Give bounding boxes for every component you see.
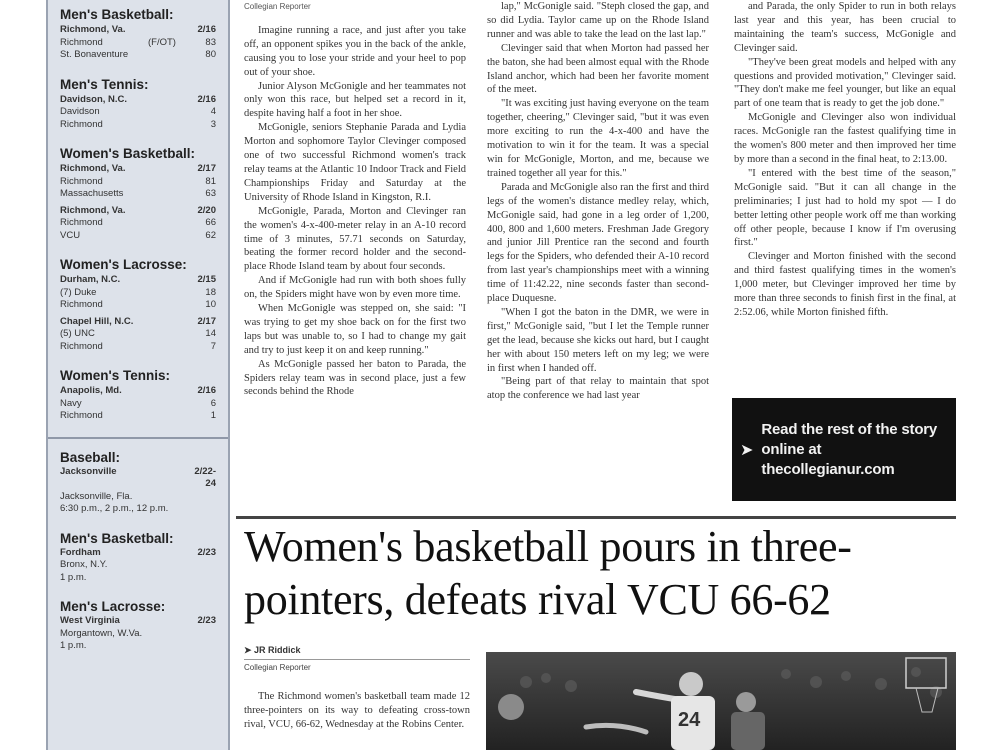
article-headline <box>244 520 954 626</box>
game-location: Chapel Hill, N.C. <box>60 315 134 327</box>
game-header <box>60 205 216 218</box>
game-location: Richmond, Va. <box>60 204 126 216</box>
team-score: 83 <box>205 36 216 48</box>
result-section <box>60 367 216 423</box>
byline <box>244 645 470 672</box>
opponent-name: Fordham <box>60 546 101 558</box>
game-result <box>60 385 216 423</box>
game-date: 2/16 <box>197 93 216 105</box>
opponent-name: Jacksonville <box>60 465 117 477</box>
sport-heading: Women's Basketball: <box>60 146 195 161</box>
article-paragraph: When McGonigle was stepped on, she said: "I was trying to get my shoe back on for the first two laps but was unable to, so I had to change my gait and try to just keep it on and keep running." <box>244 303 466 356</box>
sport-heading: Women's Tennis: <box>60 368 170 383</box>
headline-line-1: Women's basketball pours in three- <box>244 522 852 571</box>
article-lead: The Richmond women's basketball team made 12 three-pointers on its way to defeating cross-town rival, VCU, 66-62, Wednesday at the Robins Center. <box>244 691 470 730</box>
team-score: 3 <box>210 118 216 130</box>
column-1-body <box>244 24 466 399</box>
team-name: St. Bonaventure <box>60 49 129 60</box>
schedule-list <box>60 449 216 653</box>
article-paragraph: McGonigle, seniors Stephanie Parada and Lydia Morton and sophomore Taylor Clevinger composed one of two successful Richmond women's track relay teams at the Atlantic 10 Indoor Track and Field Championships Friday and Saturday at the University of Rhode Island in Kingston, R.I. <box>244 122 466 203</box>
game-note <box>148 398 188 411</box>
score-row <box>60 230 216 243</box>
article-paragraph: and Parada, the only Spider to run in both relays last year and this year, has been crucial to maintaining the team's success, McGonigle and Clevinger said. <box>734 1 956 54</box>
schedule-header <box>60 547 216 560</box>
schedule-header <box>60 615 216 628</box>
game-note <box>148 176 188 189</box>
article-paragraph: Junior Alyson McGonigle and her teammates not only won this race, but helped set a record in it, despite having half a foot in her shoe. <box>244 80 466 120</box>
track-article <box>244 0 956 508</box>
basketball-photo <box>486 652 956 750</box>
promo-text <box>761 420 956 480</box>
schedule-section <box>60 449 216 516</box>
article-paragraph: McGonigle and Clevinger also won individual races. McGonigle ran the fastest qualifying time in the women's 800 meter and then improved her time by more than a second in the final heat, to 2:13.00. <box>734 112 956 165</box>
schedule-section <box>60 598 216 653</box>
article-column-2 <box>487 0 709 502</box>
game-result <box>60 163 216 201</box>
game-date: 2/20 <box>197 204 216 216</box>
byline-role: Collegian Reporter <box>244 663 311 672</box>
article-paragraph: Parada and McGonigle also ran the first and third legs of the women's distance medley relay, which, McGonigle said, had gone in a leg order of 1,200, 400, 800 and 1,600 meters. Freshman Jade Gregory and junior Jill Prentice ran the second and fourth legs for the Spiders, who defended their A-10 record from last year's championships meet with a winning time of 11:42.22, nine seconds faster than second-place Duquesne. <box>487 181 709 305</box>
score-row <box>60 217 216 230</box>
game-result <box>60 94 216 132</box>
schedule-detail: Jacksonville, Fla. <box>60 490 133 502</box>
scoreboard-sidebar <box>46 0 230 750</box>
article-paragraph: As McGonigle passed her baton to Parada, the Spiders relay team was in second place, just a few seconds behind the Rhode <box>244 358 466 398</box>
game-note <box>148 188 188 201</box>
game-note <box>148 106 188 119</box>
game-result <box>60 24 216 62</box>
score-row <box>60 176 216 189</box>
game-note <box>148 299 188 312</box>
article-paragraph: "It was exciting just having everyone on the team together, cheering," Clevinger said, "but it was even more exciting to run the 4-x-400 and have the motivation to win it for the team. It was a special win for McGonigle, Morton, and me, because we trained together all year for this." <box>487 98 709 179</box>
article-column-1 <box>244 0 466 502</box>
article-paragraph: lap," McGonigle said. "Steph closed the gap, and so did Lydia. Taylor came up on the Rhode Island runner and was able to take the lead on the last lap." <box>487 1 709 40</box>
column-2-body <box>487 0 709 403</box>
game-note: (F/OT) <box>148 36 176 48</box>
team-score: 18 <box>205 286 216 298</box>
score-row <box>60 188 216 201</box>
game-header <box>60 385 216 398</box>
article-paragraph: McGonigle, Parada, Morton and Clevinger ran the women's 4-x-400-meter relay in an A-10 record time of 3 minutes, 57.71 seconds on Saturday, beating the former record holder and the second-place Rhode Island team by about four seconds. <box>244 205 466 273</box>
game-note <box>148 341 188 354</box>
game-date: 2/16 <box>197 24 216 35</box>
game-date: 2/17 <box>197 163 216 174</box>
article-paragraph: Clevinger said that when Morton had passed her the baton, she had been almost equal with the Rhode Island anchor, which had been her favorite moment of the meet. <box>487 42 709 96</box>
schedule-date: 2/22-24 <box>194 465 216 489</box>
game-note <box>148 230 188 243</box>
game-location: Richmond, Va. <box>60 24 126 35</box>
jersey-number: 24 <box>678 709 701 731</box>
game-date: 2/17 <box>197 315 216 327</box>
game-location: Durham, N.C. <box>60 274 121 285</box>
score-row <box>60 299 216 312</box>
game-date: 2/16 <box>197 385 216 396</box>
game-location: Anapolis, Md. <box>60 385 122 396</box>
opponent-name: West Virginia <box>60 615 120 626</box>
score-row <box>60 119 216 132</box>
article-paragraph: "They've been great models and helped with any questions and provided motivation," Clevinger said. "They don't make me feel younger, but like an equal part of one team that is ready to get the job done." <box>734 56 956 110</box>
team-name: (7) Duke <box>60 286 97 298</box>
score-row <box>60 37 216 50</box>
game-result <box>60 274 216 312</box>
game-date: 2/15 <box>197 274 216 285</box>
score-row <box>60 49 216 62</box>
game-note <box>148 410 188 423</box>
byline-role: Collegian Reporter <box>244 2 311 11</box>
schedule-detail: Bronx, N.Y. <box>60 559 108 570</box>
basketball-icon <box>498 694 524 720</box>
game-result <box>60 205 216 243</box>
team-name: Richmond <box>60 340 103 352</box>
schedule-date: 2/23 <box>197 546 216 558</box>
schedule-date: 2/23 <box>197 615 216 626</box>
byline-name: ➤ JR Riddick <box>244 645 301 655</box>
photo-illustration <box>486 652 956 750</box>
team-name: Davidson <box>60 106 100 117</box>
sidebar-divider <box>48 437 228 439</box>
score-row <box>60 398 216 411</box>
game-note <box>148 328 188 341</box>
schedule-header <box>60 466 216 491</box>
score-row <box>60 106 216 119</box>
schedule-section <box>60 530 216 585</box>
result-section <box>60 76 216 132</box>
game-note <box>148 119 188 132</box>
team-score: 80 <box>205 49 216 60</box>
team-name: Richmond <box>60 118 103 130</box>
game-note <box>148 49 188 62</box>
section-rule <box>236 516 956 519</box>
team-name: Richmond <box>60 410 103 421</box>
score-row <box>60 287 216 300</box>
game-result <box>60 316 216 354</box>
article-paragraph: "Being part of that relay to maintain that spot atop the conference we had last year <box>487 376 709 402</box>
team-name: Massachusetts <box>60 188 124 199</box>
schedule-detail: 6:30 p.m., 2 p.m., 12 p.m. <box>60 503 169 514</box>
team-score: 63 <box>205 188 216 199</box>
result-section <box>60 145 216 242</box>
score-row <box>60 410 216 423</box>
article-paragraph: "I entered with the best time of the season," McGonigle said. "But it can all change in the preliminaries; I just had to hold my spot — I do better letting other people work off me than working off other people, because I know if I'm overusing first." <box>734 167 956 249</box>
headline-line-2: pointers, defeats rival VCU 66-62 <box>244 575 831 624</box>
score-row <box>60 328 216 341</box>
article-paragraph: Clevinger and Morton finished with the second and third fastest qualifying times in the women's 1,000 meter, but Clevinger improved her time by more than three seconds to finish first in the final, at 2:52.06, while Morton finished fifth. <box>734 251 956 318</box>
game-header <box>60 316 216 329</box>
schedule-detail: Morgantown, W.Va. <box>60 627 143 639</box>
game-note <box>148 217 188 230</box>
team-name: VCU <box>60 229 81 241</box>
article-paragraph: And if McGonigle had run with both shoes fully on, the Spiders might have won by even more time. <box>244 275 466 301</box>
game-location: Richmond, Va. <box>60 163 126 174</box>
article-paragraph: Imagine running a race, and just after you take off, an opponent spikes you in the back of the ankle, causing you to lose your stride and your heel to pop out of your shoe. <box>244 24 466 78</box>
sport-heading: Men's Lacrosse: <box>60 599 166 614</box>
team-score: 81 <box>205 175 216 187</box>
team-name: Richmond <box>60 36 103 48</box>
team-score: 4 <box>210 106 216 117</box>
schedule-detail: 1 p.m. <box>60 571 87 583</box>
team-score: 1 <box>210 410 216 421</box>
sport-heading: Men's Basketball: <box>60 530 174 546</box>
game-header <box>60 24 216 37</box>
team-score: 66 <box>205 217 216 228</box>
sport-heading: Men's Tennis: <box>60 76 149 92</box>
read-more-promo[interactable] <box>732 398 956 501</box>
score-row <box>60 341 216 354</box>
team-score: 6 <box>210 397 216 409</box>
game-header <box>60 274 216 287</box>
column-3-body <box>734 0 956 320</box>
promo-line-2: online at thecollegianur.com <box>761 440 895 478</box>
game-header <box>60 94 216 107</box>
team-score: 62 <box>205 229 216 241</box>
team-score: 7 <box>210 340 216 352</box>
game-header <box>60 163 216 176</box>
arrow-icon: ➤ <box>740 441 754 459</box>
game-location: Davidson, N.C. <box>60 93 128 105</box>
sport-heading: Baseball: <box>60 449 121 465</box>
team-name: Richmond <box>60 175 103 187</box>
team-name: Richmond <box>60 217 103 228</box>
sport-heading: Women's Lacrosse: <box>60 257 187 272</box>
team-name: (5) UNC <box>60 328 95 339</box>
promo-line-1: Read the rest of the story <box>761 420 938 438</box>
byline-rule <box>244 659 470 660</box>
team-score: 10 <box>205 299 216 310</box>
article-paragraph: "When I got the baton in the DMR, we were in first," McGonigle said, "but I let the Temple runner get the lead, because she kicks out hard, but I caught her with about 150 meters left on my leg; we were in first when I handed off. <box>487 306 709 374</box>
game-note <box>148 287 188 300</box>
sport-heading: Men's Basketball: <box>60 7 174 22</box>
article-column-3 <box>734 0 956 392</box>
results-list <box>60 6 216 423</box>
team-name: Richmond <box>60 299 103 310</box>
result-section <box>60 256 216 353</box>
schedule-detail: 1 p.m. <box>60 640 87 651</box>
team-name: Navy <box>60 397 82 409</box>
result-section <box>60 6 216 62</box>
team-score: 14 <box>205 328 216 339</box>
